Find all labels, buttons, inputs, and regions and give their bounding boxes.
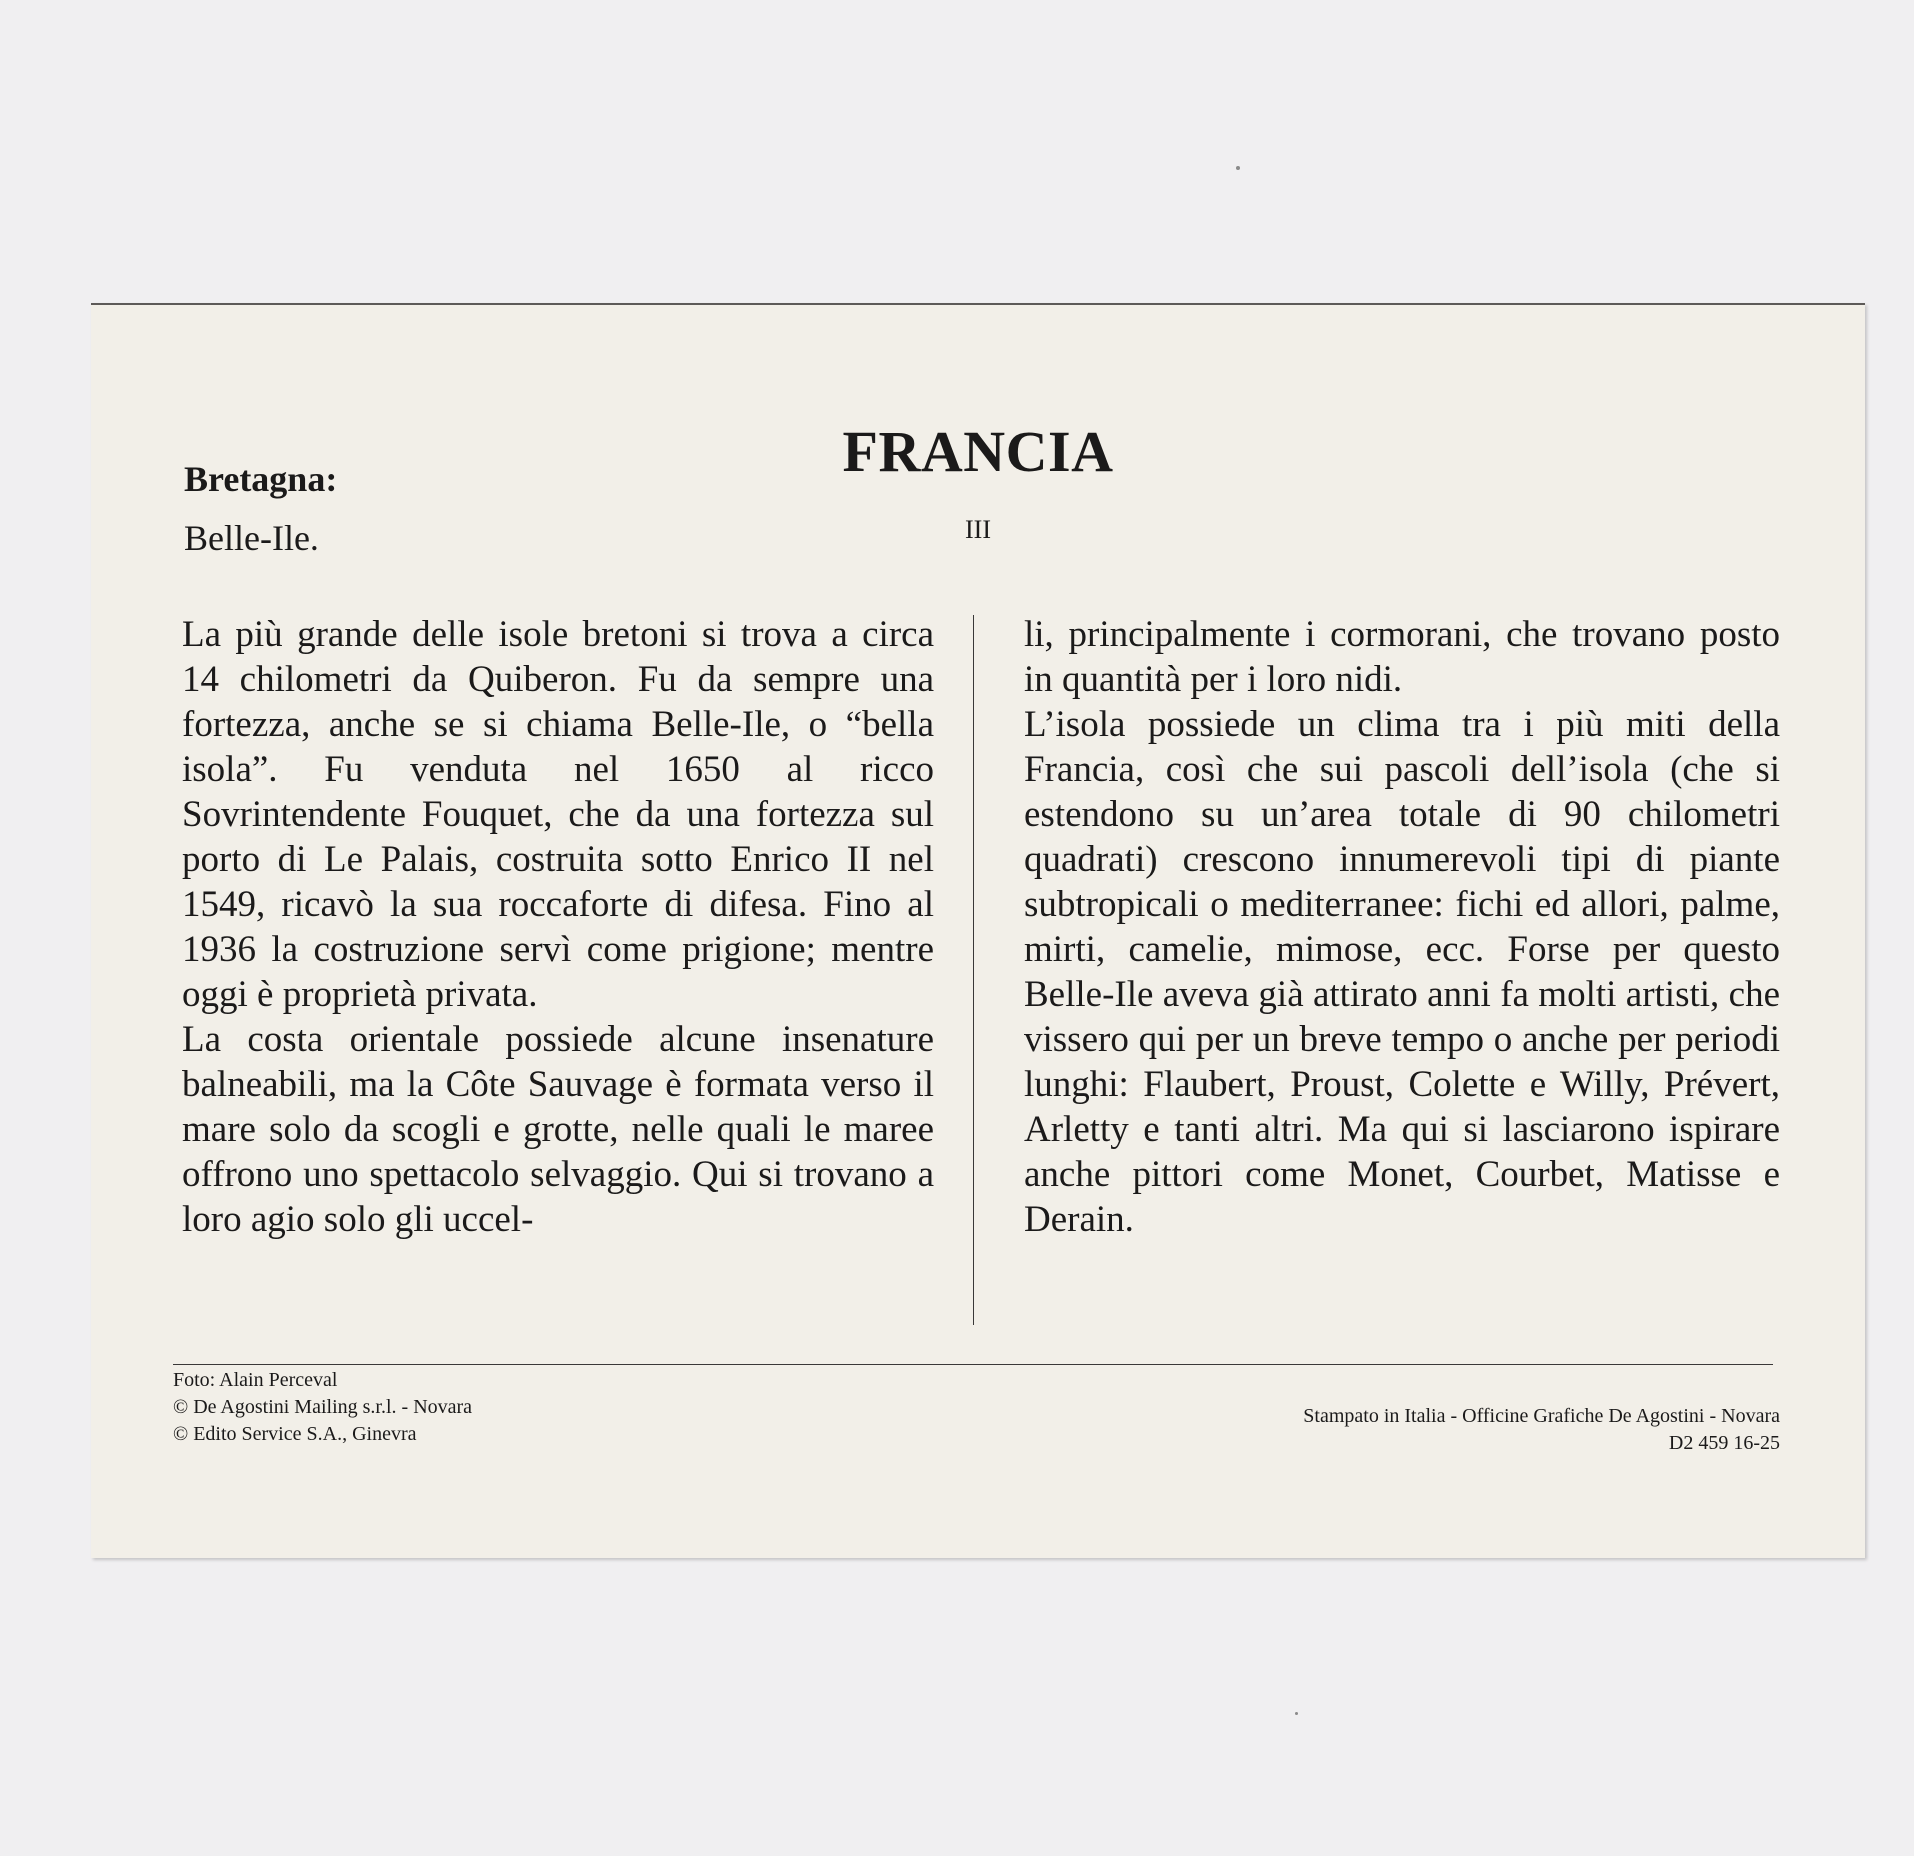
volume-number: III <box>965 515 991 544</box>
place-subheading: Belle-Ile. <box>184 518 319 558</box>
photo-credits <box>173 1367 472 1448</box>
region-heading: Bretagna: <box>184 459 338 499</box>
printer-info <box>1303 1403 1780 1457</box>
text-column-left: La più grande delle isole bretoni si trova a circa 14 chilometri da Quiberon. Fu da sempre una fortezza, anche se si chiama Belle-Ile, o “bella isola”. Fu venduta nel 1650 al ricco Sovrintendente Fouquet, che da una fortezza sul porto di Le Palais, costruita sotto Enrico II nel 1549, ricavò la sua roccaforte di difesa. Fino al 1936 la costruzione servì come prigione; mentre oggi è proprietà privata. La costa orientale possiede alcune insenature balneabili, ma la Côte Sauvage è formata verso il mare solo da scogli e grotte, nelle quali le maree offrono uno spettacolo selvaggio. Qui si trovano a loro agio solo gli uccel- <box>182 614 934 1240</box>
credit-publisher: © De Agostini Mailing s.r.l. - Novara <box>173 1396 473 1418</box>
column-divider <box>973 615 974 1325</box>
postcard-back <box>91 303 1865 1558</box>
text-column-right: li, principalmente i cormorani, che trovano posto in quantità per i loro nidi. L’isola possiede un clima tra i più miti della Francia, così che sui pascoli dell’isola (che si estendono su un’area totale di 90 chilometri quadrati) crescono innumerevoli tipi di piante subtropicali o mediterranee: fichi ed allori, palme, mirti, camelie, mimose, ecc. Forse per questo Belle-Ile aveva già attirato anni fa molti artisti, che vissero qui per un breve tempo o anche per periodi lunghi: Flaubert, Proust, Colette e Willy, Prévert, Arletty e tanti altri. Ma qui si lasciarono ispirare anche pittori come Monet, Courbet, Matisse e Derain. <box>1024 614 1780 1240</box>
printer-line: Stampato in Italia - Officine Grafiche De Agostini - Novara <box>1303 1405 1780 1427</box>
footer-divider <box>173 1364 1773 1365</box>
credit-editor: © Edito Service S.A., Ginevra <box>173 1423 417 1445</box>
catalog-code: D2 459 16-25 <box>1668 1432 1780 1454</box>
paper-speck <box>1236 166 1240 170</box>
paper-speck <box>1295 1712 1298 1715</box>
credit-photo: Foto: Alain Perceval <box>173 1369 338 1391</box>
page-title: FRANCIA <box>842 419 1114 484</box>
